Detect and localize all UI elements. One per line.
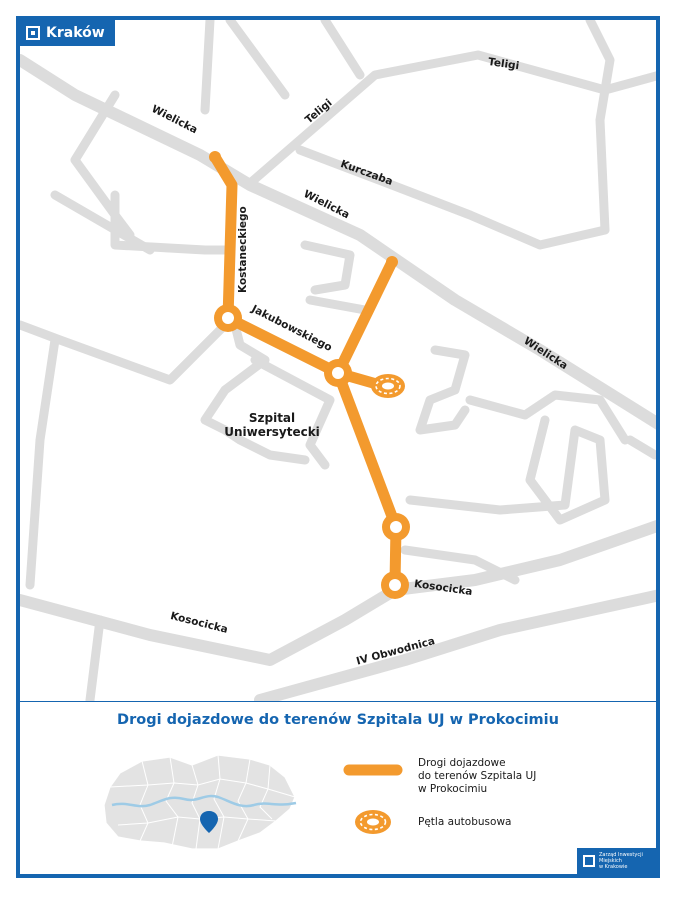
- legend-divider: [20, 701, 656, 702]
- street-label-teligi: Teligi: [487, 56, 520, 73]
- street-label-teligi: Teligi: [303, 96, 335, 127]
- street-label-wielicka: Wielicka: [521, 335, 570, 373]
- place-label-line: Szpital: [248, 411, 296, 425]
- zim-logo-text: [599, 852, 643, 870]
- city-badge: [20, 20, 115, 46]
- route-legend-line: Drogi dojazdowe: [418, 757, 506, 769]
- city-outline: [104, 755, 295, 849]
- route-legend-line: w Prokocimiu: [418, 783, 488, 795]
- street-label-wielicka: Wielicka: [149, 103, 200, 137]
- logo-line: Zarząd Inwestycji: [599, 852, 643, 858]
- bus-loop-icon: [371, 374, 405, 398]
- city-badge-label: Kraków: [46, 25, 105, 41]
- bus-loop-legend-icon: [353, 808, 393, 836]
- route-legend-label: [418, 757, 536, 796]
- street-label-kostaneckiego: Kostaneckiego: [237, 206, 249, 293]
- street-label-kosocicka: Kosocicka: [413, 578, 474, 599]
- logo-line: Miejskich: [599, 858, 622, 864]
- route-legend-line: do terenów Szpitala UJ: [418, 770, 537, 782]
- street-label-kurczaba: Kurczaba: [338, 158, 395, 188]
- street-label-wielicka: Wielicka: [301, 188, 352, 222]
- route-legend-icon: [343, 763, 403, 777]
- street-label-iv-obwodnica: IV Obwodnica: [355, 635, 437, 668]
- route-south: [338, 373, 396, 583]
- place-label-line: Uniwersytecki: [224, 425, 320, 439]
- city-inset-map: [100, 745, 305, 855]
- street-label-kosocicka: Kosocicka: [169, 610, 230, 636]
- logo-line: w Krakowie: [599, 864, 628, 870]
- bus-loop-legend-label: Pętla autobusowa: [418, 816, 512, 828]
- zim-logo-icon: [583, 855, 595, 867]
- place-label-hospital: [222, 411, 322, 439]
- legend-title: Drogi dojazdowe do terenów Szpitala UJ w Prokocimiu: [117, 712, 559, 728]
- zim-logo[interactable]: [577, 848, 657, 874]
- city-logo-icon: [26, 26, 40, 40]
- street-label-jakubowskiego: Jakubowskiego: [249, 303, 334, 354]
